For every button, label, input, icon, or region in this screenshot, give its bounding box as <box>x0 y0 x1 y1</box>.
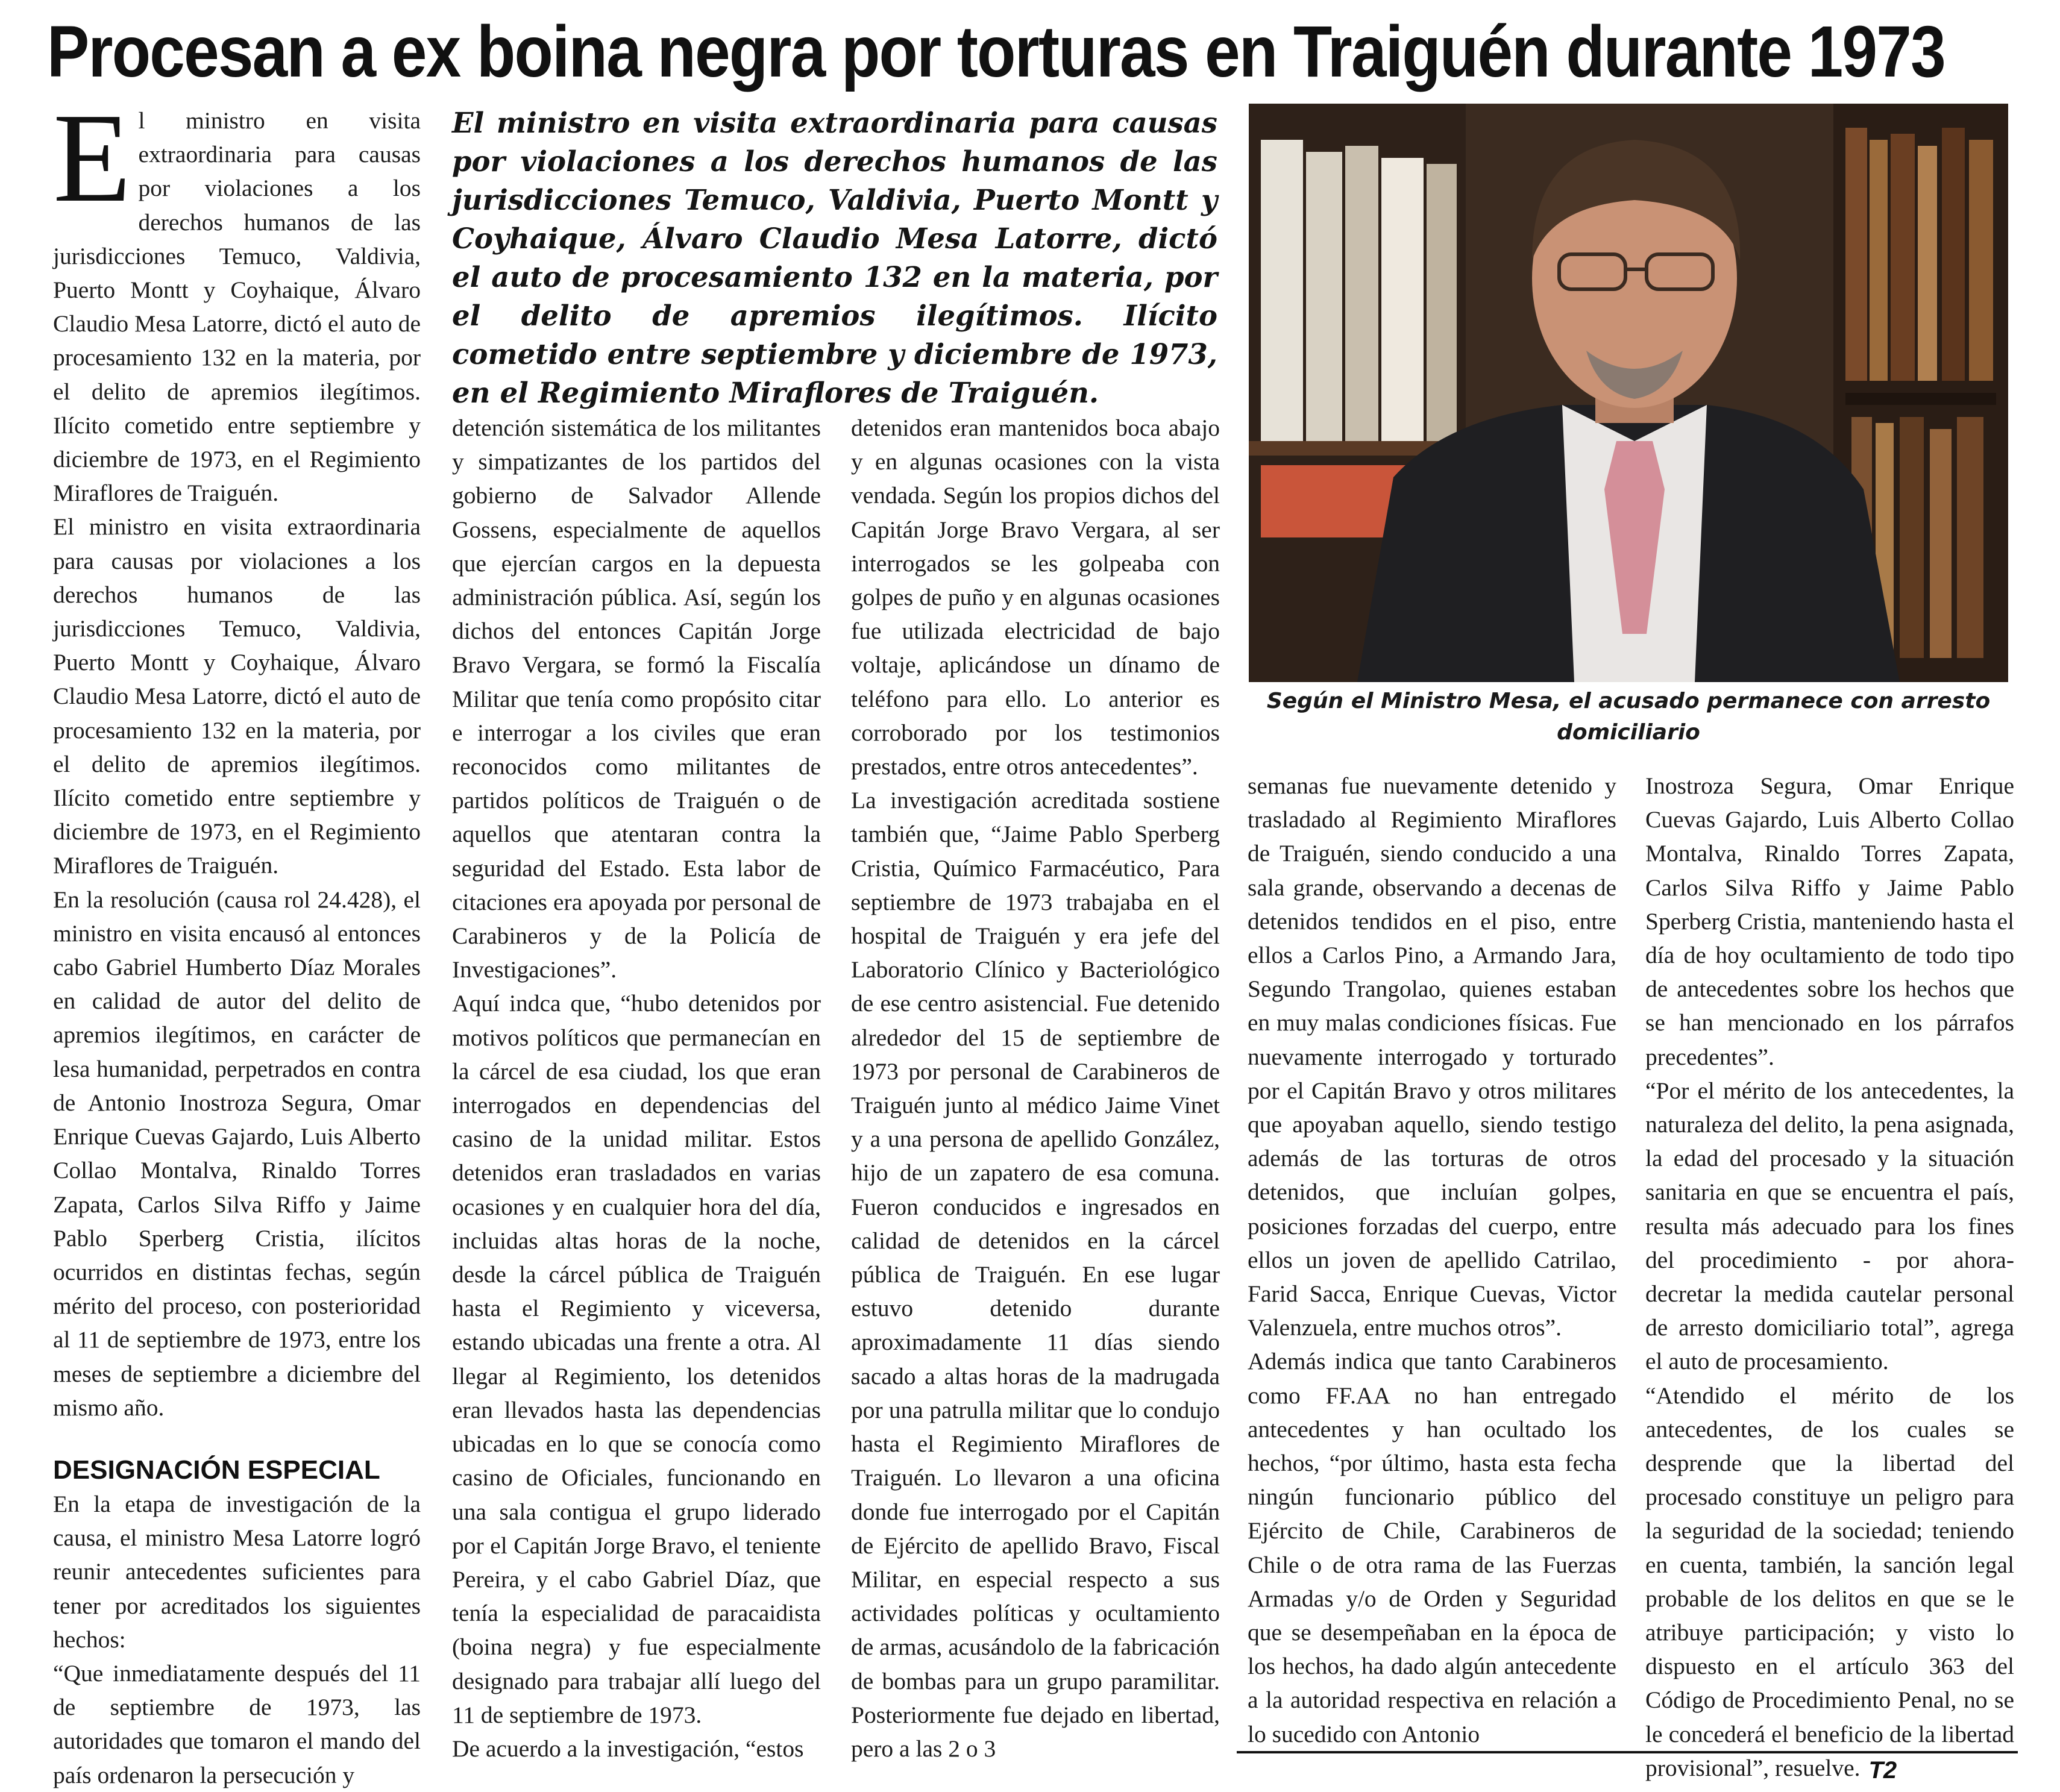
column-5 <box>1645 769 2014 1784</box>
section-subheading: DESIGNACIÓN ESPECIAL <box>53 1455 380 1485</box>
body-paragraph: La investigación acreditada sostiene también que, “Jaime Pablo Sperberg Cristia, Químico Farmacéutico, Para septiembre de 1973 trabajaba en el hospital de Traiguén y era jefe del Laboratorio Clínico y Bacteriológico de ese centro asistencial. Fue detenido alrededor del 15 de septiembre de 1973 por personal de Carabineros de Traiguén junto al médico Jaime Vinet y a una persona de apellido González, hijo de un zapatero de esa comuna. Fueron conducidos e ingresados en calidad de detenidos en la cárcel pública de Traiguén. En ese lugar estuvo detenido durante aproximadamente 11 días siendo sacado a altas horas de la madrugada por una patrulla militar que lo condujo hasta el Regimiento Miraflores de Traiguén. Lo llevaron a una oficina donde fue interrogado por el Capitán de Ejército de apellido Bravo, Fiscal Militar, en especial respecto a sus actividades políticas y ocultamiento de armas, acusándolo de la fabricación de bombas para un grupo paramilitar. Posteriormente fue dejado en libertad, pero a las 2 o 3 <box>851 787 1220 1762</box>
intro-paragraph <box>53 87 421 510</box>
closing-text: “Atendido el mérito de los antecedentes, de los cuales se desprende que la libertad del procesado constituye un peligro para la seguridad de la sociedad; teniendo en cuenta, también, la sanción legal probable de los delitos en que se le atribuye participación; y visto lo dispuesto en el artículo 363 del Código de Procedimiento Penal, no se le concederá el beneficio de la libertad provisional”, resuelve. <box>1645 1382 2014 1781</box>
minister-photo <box>1249 104 2008 682</box>
headline: Procesan a ex boina negra por torturas en Traiguén durante 1973 <box>47 10 1945 92</box>
lead-paragraph: El ministro en visita extraordinaria para causas por violaciones a los derechos humanos de las jurisdicciones Temuco, Valdivia, Puerto Montt y Coyhaique, Álvaro Claudio Mesa Latorre, dictó el auto de procesamiento 132 en la materia, por el delito de apremios ilegítimos. Ilícito cometido entre septiembre y diciembre de 1973, en el Regimiento Miraflores de Traiguén. <box>452 106 1217 409</box>
body-paragraph: “Que inmediatamente después del 11 de septiembre de 1973, las autoridades que tomaron el mando del país ordenaron la persecución y <box>53 1659 421 1788</box>
column-3 <box>851 411 1220 1762</box>
body-paragraph: En la etapa de investigación de la causa, el ministro Mesa Latorre logró reunir antecedentes suficientes para tener por acreditados los siguientes hechos: <box>53 1490 421 1653</box>
body-paragraph: detenidos eran mantenidos boca abajo y en algunas ocasiones con la vista vendada. Según los propios dichos del Capitán Jorge Bravo Vergara, al ser interrogados se les golpeaba con golpes de puño y en algunas ocasiones fue utilizada electricidad de bajo voltaje, aplicándose un dínamo de teléfono para ello. Lo anterior es corroborado por los testimonios prestados, entre otros antecedentes”. <box>851 415 1220 780</box>
body-paragraph: En la resolución (causa rol 24.428), el ministro en visita encausó al entonces cabo Gabriel Humberto Díaz Morales en calidad de autor del delito de apremios ilegítimos, en carácter de lesa humanidad, perpetrados en contra de Antonio Inostroza Segura, Omar Enrique Cuevas Gajardo, Luis Alberto Collao Montalva, Rinaldo Torres Zapata, Carlos Silva Riffo y Jaime Pablo Sperberg Cristia, ilícitos ocurridos en distintas fechas, según mérito del proceso, con posterioridad al 11 de septiembre de 1973, entre los meses de septiembre a diciembre del mismo año. <box>53 886 421 1421</box>
body-paragraph: De acuerdo a la investigación, “estos <box>452 1735 804 1762</box>
drop-cap: E <box>53 87 131 228</box>
body-paragraph: Inostroza Segura, Omar Enrique Cuevas Gajardo, Luis Alberto Collao Montalva, Rinaldo Torres Zapata, Carlos Silva Riffo y Jaime Pablo Sperberg Cristia, manteniendo hasta el día de hoy ocultamiento de todo tipo de antecedentes sobre los hechos que se han mencionado en los párrafos precedentes”. <box>1645 772 2014 1070</box>
body-paragraph: Aquí indca que, “hubo detenidos por motivos políticos que permanecían en la cárcel de esa ciudad, los que eran interrogados en dependencias del casino de la unidad militar. Estos detenidos eran trasladados en varias ocasiones y en cualquier hora del día, incluidas altas horas de la noche, desde la cárcel pública de Traiguén hasta el Regimiento y viceversa, estando ubicadas una frente a otra. Al llegar al Regimiento, los detenidos eran llevados hasta las dependencias ubicadas en lo que se conocía como casino de Oficiales, funcionando en una sala contigua el grupo liderado por el Capitán Jorge Bravo, el teniente Pereira, y el cabo Gabriel Díaz, que tenía la especialidad de paracaidista (boina negra) y fue especialmente designado para trabajar allí luego del 11 de septiembre de 1973. <box>452 990 821 1728</box>
intro-text: l ministro en visita extraordinaria para causas por violaciones a los derechos humanos de las jurisdicciones Temuco, Valdivia, Puerto Montt y Coyhaique, Álvaro Claudio Mesa Latorre, dictó el auto de procesamiento 132 en la materia, por el delito de apremios ilegítimos. Ilícito cometido entre septiembre y diciembre de 1973, en el Regimiento Miraflores de Traiguén. <box>53 107 421 507</box>
bottom-rule <box>1237 1751 2018 1753</box>
column-4 <box>1248 769 1616 1757</box>
column-2 <box>452 411 821 1762</box>
body-paragraph: detención sistemática de los militantes y simpatizantes de los partidos del gobierno de Salvador Allende Gossens, especialmente de aquellos que ejercían cargos en la depuesta administración pública. Así, según los dichos del entonces Capitán Jorge Bravo Vergara, se formó la Fiscalía Militar que tenía como propósito citar e interrogar a los civiles que eran reconocidos como militantes de partidos políticos de Traiguén o de aquellos que atentaran contra la seguridad del Estado. Esta labor de citaciones era apoyada por personal de Carabineros y de la Policía de Investigaciones”. <box>452 415 821 983</box>
body-paragraph: Además indica que tanto Carabineros como FF.AA no han entregado antecedentes y han ocultado los hechos, “por último, hasta esta fecha ningún funcionario público del Ejército de Chile, Carabineros de Chile o de otra rama de las Fuerzas Armadas y/o de Orden y Seguridad que se desempeñaban en la época de los hechos, ha dado algún antecedente a la autoridad respectiva en relación a lo sucedido con Antonio <box>1248 1348 1616 1747</box>
closing-paragraph <box>1645 1379 2014 1785</box>
column-1 <box>53 87 421 1788</box>
body-paragraph: El ministro en visita extraordinaria para causas por violaciones a los derechos humanos de las jurisdicciones Temuco, Valdivia, Puerto Montt y Coyhaique, Álvaro Claudio Mesa Latorre, dictó el auto de procesamiento 132 en la materia, por el delito de apremios ilegítimos. Ilícito cometido entre septiembre y diciembre de 1973, en el Regimiento Miraflores de Traiguén. <box>53 513 421 879</box>
photo-caption: Según el Ministro Mesa, el acusado permanece con arresto domiciliario <box>1266 689 1991 745</box>
portrait-image <box>1249 104 2008 682</box>
publication-logo: T2 <box>1868 1756 1897 1784</box>
body-paragraph: “Por el mérito de los antecedentes, la naturaleza del delito, la pena asignada, la edad del procesado y la situación sanitaria en que se encuentra el país, resulta más adecuado para los fines del procedimiento - por ahora- decretar la medida cautelar personal de arresto domiciliario total”, agrega el auto de procesamiento. <box>1645 1077 2014 1375</box>
body-paragraph: semanas fue nuevamente detenido y trasladado al Regimiento Miraflores de Traiguén, siendo conducido a una sala grande, observando a decenas de detenidos tendidos en el piso, entre ellos a Carlos Pino, a Armando Jara, Segundo Trangolao, quienes estaban en muy malas condiciones físicas. Fue nuevamente interrogado y torturado por el Capitán Bravo y otros militares que apoyaban aquello, siendo testigo además de las torturas de otros detenidos, que incluían golpes, posiciones forzadas del cuerpo, entre ellos un joven de apellido Catrilao, Farid Sacca, Enrique Cuevas, Victor Valenzuela, entre muchos otros”. <box>1248 772 1616 1341</box>
